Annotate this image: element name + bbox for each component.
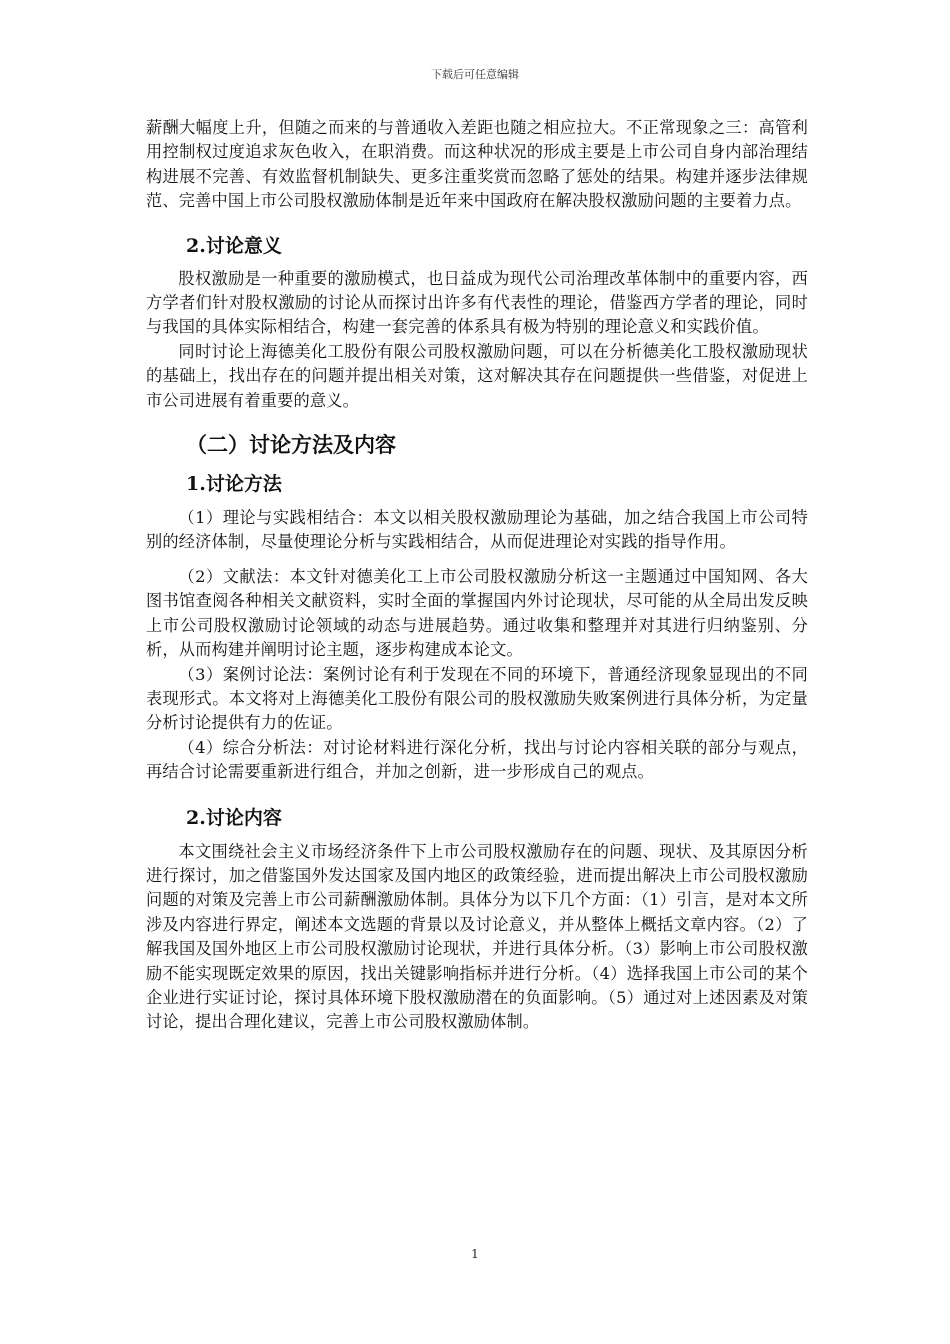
page-header: 下载后可任意编辑 (431, 68, 519, 81)
paragraph-method-1: （1）理论与实践相结合：本文以相关股权激励理论为基础，加之结合我国上市公司特别的经济体制，尽量使理论分析与实践相结合，从而促进理论对实践的指导作用。 (146, 508, 808, 552)
paragraph-content-1: 本文围绕社会主义市场经济条件下上市公司股权激励存在的问题、现状、及其原因分析进行探讨，加之借鉴国外发达国家及国内地区的政策经验，进而提出解决上市公司股权激励问题的对策及完善上市公司薪酬激励体制。具体分为以下几个方面：（1）引言，是对本文所涉及内容进行界定，阐述本文选题的背景以及讨论意义，并从整体上概括文章内容。（2）了解我国及国外地区上市公司股权激励讨论现状，并进行具体分析。（3）影响上市公司股权激励不能实现既定效果的原因，找出关键影响指标并进行分析。（4）选择我国上市公司的某个企业进行实证讨论，探讨具体环境下股权激励潜在的负面影响。（5）通过对上述因素及对策讨论，提出合理化建议，完善上市公司股权激励体制。 (146, 841, 808, 1032)
heading-research-methods: 1.讨论方法 (186, 473, 282, 496)
heading-methods-and-content: （二）讨论方法及内容 (186, 432, 396, 458)
paragraph-significance-1: 股权激励是一种重要的激励模式，也日益成为现代公司治理改革体制中的重要内容，西方学者们针对股权激励的讨论从而探讨出许多有代表性的理论，借鉴西方学者的理论，同时与我国的具体实际相结合，构建一套完善的体系具有极为特别的理论意义和实践价值。 (146, 268, 808, 337)
heading-research-content: 2.讨论内容 (186, 806, 282, 829)
paragraph-continuation: 薪酬大幅度上升，但随之而来的与普通收入差距也随之相应拉大。不正常现象之三：高管利用控制权过度追求灰色收入，在职消费。而这种状况的形成主要是上市公司自身内部治理结构进展不完善、有效监督机制缺失、更多注重奖赏而忽略了惩处的结果。构建并逐步法律规范、完善中国上市公司股权激励体制是近年来中国政府在解决股权激励问题的主要着力点。 (146, 118, 808, 211)
document-body (146, 116, 808, 1035)
paragraph-method-2: （2）文献法：本文针对德美化工上市公司股权激励分析这一主题通过中国知网、各大图书馆查阅各种相关文献资料，实时全面的掌握国内外讨论现状，尽可能的从全局出发反映上市公司股权激励讨论领域的动态与进展趋势。通过收集和整理并对其进行归纳鉴别、分析，从而构建并阐明讨论主题，逐步构建成本论文。 (146, 566, 808, 660)
heading-research-significance: 2.讨论意义 (186, 234, 282, 257)
paragraph-method-3: （3）案例讨论法：案例讨论有利于发现在不同的环境下，普通经济现象显现出的不同表现形式。本文将对上海德美化工股份有限公司的股权激励失败案例进行具体分析，为定量分析讨论提供有力的佐证。 (146, 664, 808, 733)
paragraph-significance-2: 同时讨论上海德美化工股份有限公司股权激励问题，可以在分析德美化工股权激励现状的基础上，找出存在的问题并提出相关对策，这对解决其存在问题提供一些借鉴，对促进上市公司进展有着重要的意义。 (146, 341, 808, 410)
paragraph-method-4: （4）综合分析法：对讨论材料进行深化分析，找出与讨论内容相关联的部分与观点，再结合讨论需要重新进行组合，并加之创新，进一步形成自己的观点。 (146, 737, 808, 782)
page-number: 1 (471, 1247, 479, 1261)
